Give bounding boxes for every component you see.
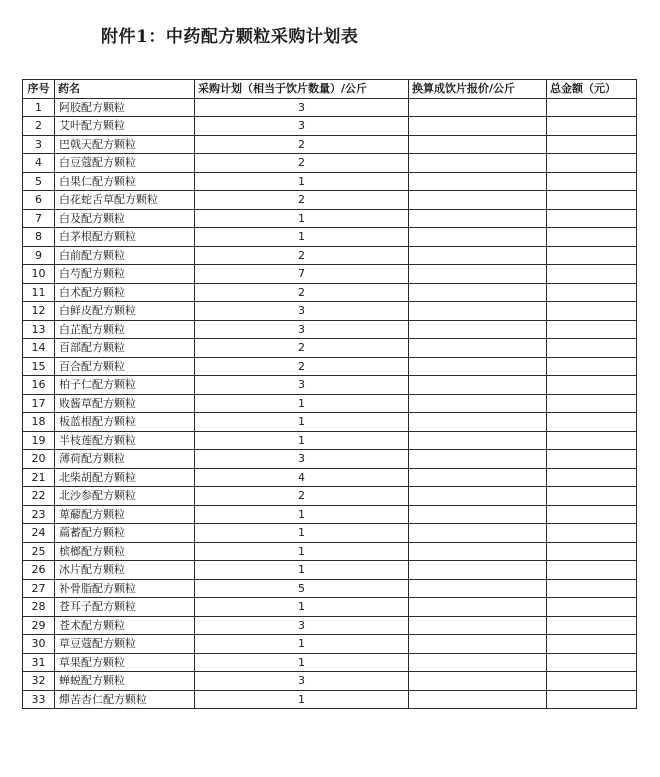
drug-name-cell: 萹蓄配方颗粒 (55, 524, 195, 543)
total-amount-input-cell[interactable] (547, 672, 637, 691)
row-index-cell: 13 (23, 320, 55, 339)
drug-name-cell: 柏子仁配方颗粒 (55, 376, 195, 395)
price-input-cell[interactable] (409, 505, 547, 524)
price-input-cell[interactable] (409, 616, 547, 635)
total-amount-input-cell[interactable] (547, 154, 637, 173)
drug-name-cell: 草果配方颗粒 (55, 653, 195, 672)
row-index-cell: 15 (23, 357, 55, 376)
price-input-cell[interactable] (409, 413, 547, 432)
total-amount-input-cell[interactable] (547, 191, 637, 210)
drug-name-cell: 白豆蔻配方颗粒 (55, 154, 195, 173)
row-index-cell: 9 (23, 246, 55, 265)
plan-quantity-cell: 5 (195, 579, 409, 598)
total-amount-input-cell[interactable] (547, 228, 637, 247)
total-amount-input-cell[interactable] (547, 487, 637, 506)
price-input-cell[interactable] (409, 320, 547, 339)
price-input-cell[interactable] (409, 598, 547, 617)
row-index-cell: 6 (23, 191, 55, 210)
row-index-cell: 30 (23, 635, 55, 654)
price-input-cell[interactable] (409, 524, 547, 543)
price-input-cell[interactable] (409, 172, 547, 191)
row-index-cell: 17 (23, 394, 55, 413)
plan-quantity-cell: 2 (195, 339, 409, 358)
total-amount-input-cell[interactable] (547, 98, 637, 117)
table-row (23, 524, 637, 543)
table-row (23, 376, 637, 395)
row-index-cell: 28 (23, 598, 55, 617)
price-input-cell[interactable] (409, 283, 547, 302)
drug-name-cell: 板蓝根配方颗粒 (55, 413, 195, 432)
table-row (23, 154, 637, 173)
plan-quantity-cell: 1 (195, 690, 409, 709)
table-row (23, 616, 637, 635)
row-index-cell: 31 (23, 653, 55, 672)
drug-name-cell: 阿胶配方颗粒 (55, 98, 195, 117)
header-index: 序号 (23, 80, 55, 99)
plan-quantity-cell: 2 (195, 191, 409, 210)
row-index-cell: 20 (23, 450, 55, 469)
drug-name-cell: 槟榔配方颗粒 (55, 542, 195, 561)
drug-name-cell: 白鲜皮配方颗粒 (55, 302, 195, 321)
row-index-cell: 29 (23, 616, 55, 635)
price-input-cell[interactable] (409, 487, 547, 506)
row-index-cell: 7 (23, 209, 55, 228)
price-input-cell[interactable] (409, 561, 547, 580)
table-row (23, 468, 637, 487)
drug-name-cell: 艾叶配方颗粒 (55, 117, 195, 136)
drug-name-cell: 百合配方颗粒 (55, 357, 195, 376)
price-input-cell[interactable] (409, 117, 547, 136)
table-row (23, 246, 637, 265)
plan-quantity-cell: 1 (195, 172, 409, 191)
total-amount-input-cell[interactable] (547, 431, 637, 450)
header-plan-quantity: 采购计划（相当于饮片数量）/公斤 (195, 80, 409, 99)
row-index-cell: 14 (23, 339, 55, 358)
total-amount-input-cell[interactable] (547, 172, 637, 191)
total-amount-input-cell[interactable] (547, 302, 637, 321)
row-index-cell: 3 (23, 135, 55, 154)
total-amount-input-cell[interactable] (547, 653, 637, 672)
total-amount-input-cell[interactable] (547, 283, 637, 302)
price-input-cell[interactable] (409, 376, 547, 395)
plan-quantity-cell: 2 (195, 154, 409, 173)
drug-name-cell: 北柴胡配方颗粒 (55, 468, 195, 487)
table-row (23, 283, 637, 302)
total-amount-input-cell[interactable] (547, 598, 637, 617)
plan-quantity-cell: 2 (195, 357, 409, 376)
row-index-cell: 18 (23, 413, 55, 432)
drug-name-cell: 苍耳子配方颗粒 (55, 598, 195, 617)
plan-quantity-cell: 1 (195, 228, 409, 247)
drug-name-cell: 北沙参配方颗粒 (55, 487, 195, 506)
total-amount-input-cell[interactable] (547, 339, 637, 358)
row-index-cell: 19 (23, 431, 55, 450)
row-index-cell: 26 (23, 561, 55, 580)
price-input-cell[interactable] (409, 302, 547, 321)
plan-quantity-cell: 1 (195, 505, 409, 524)
plan-quantity-cell: 1 (195, 431, 409, 450)
total-amount-input-cell[interactable] (547, 357, 637, 376)
table-row (23, 320, 637, 339)
table-row (23, 357, 637, 376)
plan-quantity-cell: 7 (195, 265, 409, 284)
drug-name-cell: 苍术配方颗粒 (55, 616, 195, 635)
table-header-row (23, 80, 637, 99)
plan-quantity-cell: 3 (195, 98, 409, 117)
table-row (23, 117, 637, 136)
plan-quantity-cell: 1 (195, 635, 409, 654)
drug-name-cell: 白茅根配方颗粒 (55, 228, 195, 247)
price-input-cell[interactable] (409, 542, 547, 561)
total-amount-input-cell[interactable] (547, 450, 637, 469)
total-amount-input-cell[interactable] (547, 468, 637, 487)
price-input-cell[interactable] (409, 228, 547, 247)
table-row (23, 302, 637, 321)
table-row (23, 209, 637, 228)
table-row (23, 339, 637, 358)
total-amount-input-cell[interactable] (547, 413, 637, 432)
row-index-cell: 23 (23, 505, 55, 524)
table-row (23, 635, 637, 654)
plan-quantity-cell: 2 (195, 246, 409, 265)
table-row (23, 542, 637, 561)
row-index-cell: 27 (23, 579, 55, 598)
table-row (23, 505, 637, 524)
plan-quantity-cell: 3 (195, 376, 409, 395)
total-amount-input-cell[interactable] (547, 376, 637, 395)
price-input-cell[interactable] (409, 394, 547, 413)
table-row (23, 431, 637, 450)
table-row (23, 135, 637, 154)
table-row (23, 690, 637, 709)
table-row (23, 394, 637, 413)
plan-quantity-cell: 2 (195, 487, 409, 506)
table-row (23, 265, 637, 284)
price-input-cell[interactable] (409, 191, 547, 210)
table-row (23, 413, 637, 432)
plan-quantity-cell: 1 (195, 561, 409, 580)
drug-name-cell: 半枝莲配方颗粒 (55, 431, 195, 450)
row-index-cell: 21 (23, 468, 55, 487)
drug-name-cell: 百部配方颗粒 (55, 339, 195, 358)
drug-name-cell: 白花蛇舌草配方颗粒 (55, 191, 195, 210)
table-row (23, 598, 637, 617)
table-row (23, 561, 637, 580)
plan-quantity-cell: 3 (195, 117, 409, 136)
price-input-cell[interactable] (409, 635, 547, 654)
total-amount-input-cell[interactable] (547, 117, 637, 136)
plan-quantity-cell: 2 (195, 283, 409, 302)
total-amount-input-cell[interactable] (547, 524, 637, 543)
table-row (23, 487, 637, 506)
price-input-cell[interactable] (409, 690, 547, 709)
plan-quantity-cell: 1 (195, 653, 409, 672)
table-row (23, 98, 637, 117)
plan-quantity-cell: 3 (195, 320, 409, 339)
drug-name-cell: 蝉蜕配方颗粒 (55, 672, 195, 691)
row-index-cell: 4 (23, 154, 55, 173)
plan-quantity-cell: 1 (195, 413, 409, 432)
drug-name-cell: 补骨脂配方颗粒 (55, 579, 195, 598)
table-row (23, 172, 637, 191)
price-input-cell[interactable] (409, 579, 547, 598)
total-amount-input-cell[interactable] (547, 635, 637, 654)
plan-quantity-cell: 1 (195, 598, 409, 617)
total-amount-input-cell[interactable] (547, 135, 637, 154)
row-index-cell: 25 (23, 542, 55, 561)
row-index-cell: 32 (23, 672, 55, 691)
total-amount-input-cell[interactable] (547, 561, 637, 580)
drug-name-cell: 薄荷配方颗粒 (55, 450, 195, 469)
price-input-cell[interactable] (409, 154, 547, 173)
price-input-cell[interactable] (409, 672, 547, 691)
plan-quantity-cell: 3 (195, 616, 409, 635)
row-index-cell: 16 (23, 376, 55, 395)
total-amount-input-cell[interactable] (547, 505, 637, 524)
page-title: 附件1：中药配方颗粒采购计划表 (101, 27, 359, 47)
total-amount-input-cell[interactable] (547, 209, 637, 228)
plan-quantity-cell: 3 (195, 672, 409, 691)
plan-quantity-cell: 3 (195, 302, 409, 321)
row-index-cell: 12 (23, 302, 55, 321)
total-amount-input-cell[interactable] (547, 616, 637, 635)
table-row (23, 191, 637, 210)
row-index-cell: 10 (23, 265, 55, 284)
drug-name-cell: 败酱草配方颗粒 (55, 394, 195, 413)
price-input-cell[interactable] (409, 339, 547, 358)
table-body (23, 98, 637, 709)
price-input-cell[interactable] (409, 135, 547, 154)
total-amount-input-cell[interactable] (547, 394, 637, 413)
drug-name-cell: 白芷配方颗粒 (55, 320, 195, 339)
price-input-cell[interactable] (409, 450, 547, 469)
table-row (23, 672, 637, 691)
drug-name-cell: 巴戟天配方颗粒 (55, 135, 195, 154)
total-amount-input-cell[interactable] (547, 579, 637, 598)
price-input-cell[interactable] (409, 653, 547, 672)
price-input-cell[interactable] (409, 265, 547, 284)
plan-quantity-cell: 1 (195, 524, 409, 543)
drug-name-cell: 草豆蔻配方颗粒 (55, 635, 195, 654)
drug-name-cell: 燀苦杏仁配方颗粒 (55, 690, 195, 709)
total-amount-input-cell[interactable] (547, 265, 637, 284)
total-amount-input-cell[interactable] (547, 320, 637, 339)
table-row (23, 450, 637, 469)
price-input-cell[interactable] (409, 246, 547, 265)
total-amount-input-cell[interactable] (547, 690, 637, 709)
row-index-cell: 2 (23, 117, 55, 136)
procurement-plan-table (22, 79, 637, 709)
table-row (23, 579, 637, 598)
row-index-cell: 8 (23, 228, 55, 247)
drug-name-cell: 白芍配方颗粒 (55, 265, 195, 284)
total-amount-input-cell[interactable] (547, 542, 637, 561)
price-input-cell[interactable] (409, 431, 547, 450)
plan-quantity-cell: 4 (195, 468, 409, 487)
header-name: 药名 (55, 80, 195, 99)
drug-name-cell: 冰片配方颗粒 (55, 561, 195, 580)
plan-quantity-cell: 1 (195, 542, 409, 561)
drug-name-cell: 白果仁配方颗粒 (55, 172, 195, 191)
price-input-cell[interactable] (409, 468, 547, 487)
drug-name-cell: 白及配方颗粒 (55, 209, 195, 228)
row-index-cell: 1 (23, 98, 55, 117)
price-input-cell[interactable] (409, 209, 547, 228)
header-price: 换算成饮片报价/公斤 (409, 80, 547, 99)
header-total-amount: 总金额（元） (547, 80, 637, 99)
table-row (23, 653, 637, 672)
plan-quantity-cell: 3 (195, 450, 409, 469)
row-index-cell: 33 (23, 690, 55, 709)
price-input-cell[interactable] (409, 357, 547, 376)
total-amount-input-cell[interactable] (547, 246, 637, 265)
drug-name-cell: 萆薢配方颗粒 (55, 505, 195, 524)
price-input-cell[interactable] (409, 98, 547, 117)
drug-name-cell: 白术配方颗粒 (55, 283, 195, 302)
drug-name-cell: 白前配方颗粒 (55, 246, 195, 265)
plan-quantity-cell: 2 (195, 135, 409, 154)
plan-quantity-cell: 1 (195, 209, 409, 228)
table-row (23, 228, 637, 247)
plan-quantity-cell: 1 (195, 394, 409, 413)
row-index-cell: 24 (23, 524, 55, 543)
row-index-cell: 11 (23, 283, 55, 302)
row-index-cell: 5 (23, 172, 55, 191)
row-index-cell: 22 (23, 487, 55, 506)
